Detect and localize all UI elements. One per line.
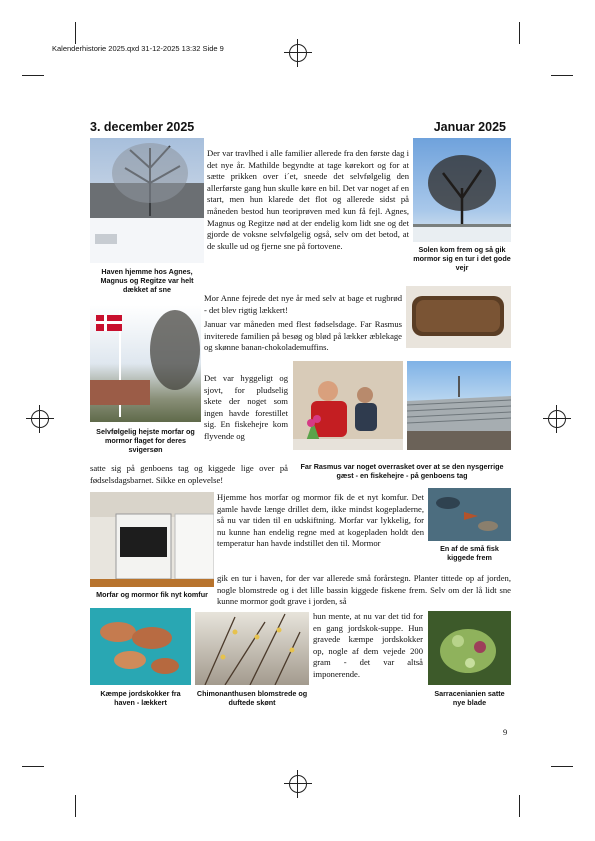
caption-lone-tree: Solen kom frem og så gik mormor sig en tur i det gode vejr	[413, 245, 511, 273]
photo-lone-tree	[413, 138, 511, 242]
registration-mark	[548, 410, 566, 428]
photo-fish	[428, 488, 511, 541]
photo-stove	[90, 492, 214, 587]
photo-jordskokker	[90, 608, 191, 685]
crop-mark	[519, 22, 520, 44]
caption-stove: Morfar og mormor fik nyt komfur	[96, 590, 208, 599]
crop-mark	[519, 795, 520, 817]
paragraph-new-year: Der var travlhed i alle familier allerede fra den første dag i det nye år. Mathilde begyndte at tage kørekort og for at sætte prikken over i´et, sneede det selvfølgelig den allerførste gang hun skulle køre en bil. Det var noget af en start, men hun klarede det flot og allerede sidst på måneden bestod hun teoriprøven med kun få fejl. Agnes, Magnus og Regitze nød at der endelig kom lidt sne og det gjorde de voksne selvfølgelig også, selv om det betod, at de skulle ud og fjerne sne på fortovene.	[207, 148, 409, 251]
photo-sarracenia	[428, 611, 511, 685]
caption-jordskokker: Kæmpe jordskokker fra haven - lækkert	[100, 689, 181, 708]
photo-far-rasmus	[293, 361, 403, 450]
photo-snowy-garden	[90, 138, 204, 263]
caption-heron: Far Rasmus var noget overrasket over at se den nysgerrige gæst - en fiskehejre - på genboens tag	[300, 462, 504, 481]
paragraph-soup: hun mente, at nu var det tid for en gang jordskok-suppe. Hun gravede kæmpe jordskokker op, nogle af dem vejede 200 gram - det var altså imponerende.	[313, 611, 423, 679]
paragraph-stove: Hjemme hos morfar og mormor fik de et nyt komfur. Det gamle havde længe drillet dem, ikke mindst kogepladerne, så nu var tiden til en udskiftning. Morfar var lykkelig, for nu kunne han endelig regne med at kogepladen holdt den temperatur han havde indstillet den til. Mormor	[217, 492, 424, 549]
page-number: 9	[503, 727, 508, 737]
paragraph-rye-bread: Mor Anne fejrede det nye år med selv at bage et rugbrød - det blev rigtig lækkert!	[204, 293, 402, 315]
photo-heron-roof	[407, 361, 511, 450]
crop-mark	[75, 795, 76, 817]
paragraph-birthdays: Januar var måneden med flest fødselsdage. Far Rasmus inviterede familien på besøg og blød på lækker æblekage og skønne banan-chokolademuffins.	[204, 319, 402, 353]
paragraph-heron: Det var hyggeligt og sjovt, for pludselig skete der noget som ingen havde forestillet sig. En fiskehejre kom flyvende og	[204, 373, 288, 441]
paragraph-heron-end: satte sig på genboens tag og kiggede lige over på fødselsdagsbarnet. Sikke en oplevelse!	[90, 463, 288, 485]
registration-mark	[31, 410, 49, 428]
file-slug: Kalenderhistorie 2025.qxd 31-12-2025 13:32 Side 9	[52, 44, 224, 53]
registration-mark	[289, 775, 307, 793]
crop-mark	[22, 766, 44, 767]
header-date: 3. december 2025	[90, 120, 195, 134]
caption-chimonanthus: Chimonanthusen blomstrede og duftede skønt	[196, 689, 308, 708]
crop-mark	[22, 75, 44, 76]
caption-snowy-garden: Haven hjemme hos Agnes, Magnus og Regitze var helt dækket af sne	[100, 267, 194, 295]
registration-mark	[289, 44, 307, 62]
caption-fish: En af de små fisk kiggede frem	[440, 544, 499, 563]
header-month: Januar 2025	[433, 120, 506, 134]
caption-sarracenia: Sarracenianien satte nye blade	[434, 689, 505, 708]
photo-chimonanthus	[195, 612, 309, 685]
caption-flag: Selvfølgelig hejste morfar og mormor flaget for deres svigersøn	[96, 427, 195, 455]
paragraph-garden: gik en tur i haven, for der var allerede små forårstegn. Planter tittede op af jorden, nogle blomstrede og i det lille bassin kiggede fiskene frem. Selv om der lå lidt sne kunne mormor godt grave i jorden, så	[217, 573, 511, 607]
photo-flag	[90, 305, 201, 422]
photo-rye-bread	[406, 286, 511, 348]
crop-mark	[75, 22, 76, 44]
crop-mark	[551, 766, 573, 767]
crop-mark	[551, 75, 573, 76]
